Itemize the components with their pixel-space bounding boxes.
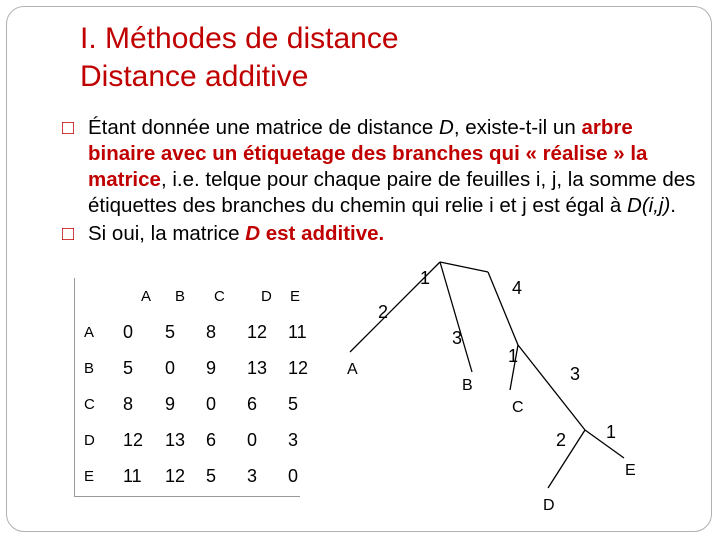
matrix-cell: 12	[247, 321, 268, 342]
bullet-text-segment: Étant donnée une matrice de distance	[88, 116, 440, 139]
matrix-cell: 3	[247, 465, 258, 486]
matrix-row-label: D	[84, 431, 95, 449]
matrix-cell: 12	[165, 465, 186, 486]
tree-leaf-label: B	[462, 377, 473, 394]
matrix-cell: 13	[165, 429, 186, 450]
matrix-cell: 6	[206, 429, 217, 450]
matrix-cell: 0	[288, 465, 299, 486]
matrix-cell: 8	[206, 321, 217, 342]
tree-branch	[518, 345, 585, 430]
bullet-text-segment: est additive.	[260, 222, 385, 245]
tree-branch	[440, 262, 488, 272]
matrix-col-header: A	[141, 287, 152, 305]
bullet-text-segment: , i.e. telque pour chaque paire de feuilles i, j, la somme des étiquettes des branches du chemin qui relie i et j est égal à	[88, 168, 696, 217]
bullet-text-segment: , existe-t-il un	[453, 116, 582, 139]
bullet-square-icon: □	[62, 223, 75, 245]
bullet-text-segment: .	[670, 194, 676, 217]
matrix-cell: 11	[288, 321, 307, 342]
bullet-square-icon: □	[62, 117, 75, 139]
tree-branch	[548, 430, 585, 488]
tree-edge-label: 3	[570, 364, 581, 384]
matrix-cell: 0	[123, 321, 134, 342]
matrix-cell: 5	[206, 465, 217, 486]
tree-edge-label: 1	[508, 346, 519, 366]
bullet-text-segment: D(i,j)	[627, 194, 671, 217]
matrix-cell: 9	[165, 393, 176, 414]
tree-branches	[350, 262, 624, 488]
matrix-cell: 13	[247, 357, 268, 378]
matrix-cell: 9	[206, 357, 217, 378]
tree-edge-label: 2	[556, 430, 567, 450]
tree-edge-label: 4	[512, 278, 523, 298]
matrix-row-label: E	[84, 467, 95, 485]
matrix-cell: 6	[247, 393, 258, 414]
tree-edge-label: 2	[378, 302, 389, 322]
matrix-cell: 12	[288, 357, 309, 378]
matrix-col-header: C	[214, 287, 225, 305]
tree-branch	[585, 430, 624, 458]
matrix-cell: 0	[247, 429, 258, 450]
tree-edge-label: 1	[420, 268, 431, 288]
tree-leaf-label: E	[625, 462, 636, 479]
bullet-text-segment: Si oui, la matrice	[88, 222, 246, 245]
matrix-row-label: C	[84, 395, 95, 413]
tree-leaf-label: C	[512, 399, 524, 416]
matrix-cell: 0	[206, 393, 217, 414]
tree-edge-label: 3	[452, 328, 463, 348]
matrix-col-header: E	[290, 287, 301, 305]
matrix-cell: 0	[165, 357, 176, 378]
matrix-cell: 5	[165, 321, 176, 342]
matrix-cell: 3	[288, 429, 299, 450]
title-line-2: Distance additive	[80, 60, 309, 93]
tree-edge-label: 1	[606, 422, 617, 442]
matrix-cell: 5	[123, 357, 134, 378]
matrix-cell: 5	[288, 393, 299, 414]
bullet-text-segment: D	[245, 222, 261, 245]
matrix-col-header: D	[261, 287, 272, 305]
matrix-cell: 12	[123, 429, 144, 450]
matrix-row-label: B	[84, 359, 95, 377]
tree-leaf-label: A	[347, 361, 358, 378]
bullet-text-segment: D	[439, 116, 454, 139]
title-line-1: I. Méthodes de distance	[80, 22, 399, 55]
tree-branch	[440, 262, 472, 372]
matrix-col-header: B	[175, 287, 186, 305]
tree-leaf-label: D	[543, 497, 555, 514]
bullet-text-segment: arbre binaire avec un étiquetage des branches qui « réalise » la matrice	[88, 116, 648, 191]
matrix-row-label: A	[84, 323, 95, 341]
matrix-cell: 11	[123, 465, 142, 486]
matrix-cell: 8	[123, 393, 134, 414]
